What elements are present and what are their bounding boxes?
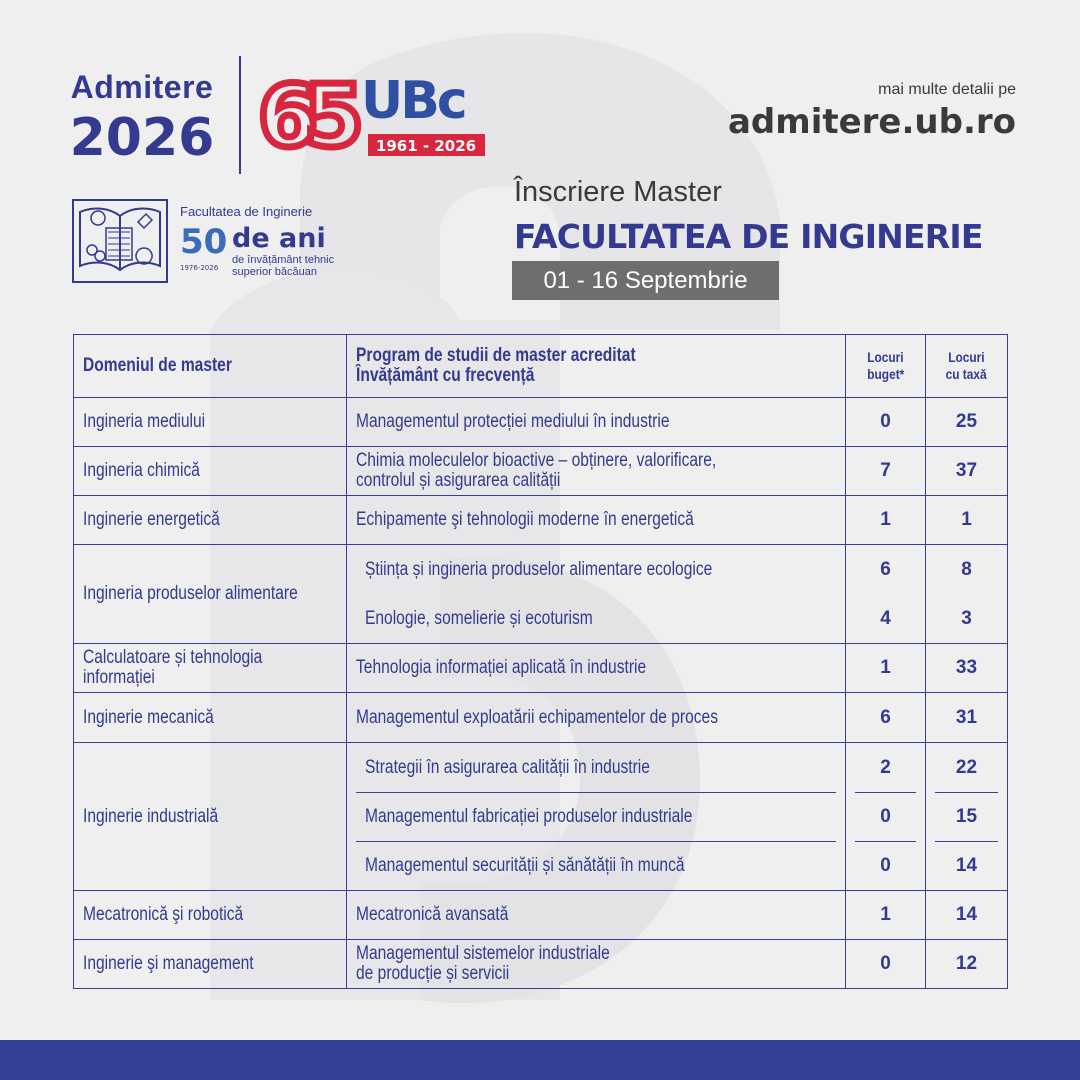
faculty-50-digits: 50 <box>180 222 228 262</box>
domain-cell <box>74 743 347 891</box>
budget-value: 0 <box>855 792 916 841</box>
header-fee-line-1: Locuri <box>948 349 985 365</box>
budget-value: 0 <box>855 841 916 890</box>
budget-cell: 1 <box>846 496 926 545</box>
table-row <box>74 644 1008 693</box>
table-row <box>74 743 1008 891</box>
fee-cell: 1 <box>926 496 1008 545</box>
admitere-label: Admitere <box>70 69 214 105</box>
faculty-sub-line-2: superior băcăuan <box>232 266 318 278</box>
header-program-line-1: Program de studii de master acreditat <box>356 345 636 366</box>
program-text-line-2: controlul și asigurarea calității <box>356 470 561 491</box>
logo-65-text: 65 <box>258 67 350 162</box>
budget-cell: 1 <box>846 644 926 693</box>
fee-value: 3 <box>961 607 972 629</box>
fee-cell: 25 <box>926 398 1008 447</box>
fee-value: 22 <box>955 756 978 778</box>
ub-65-anniversary-logo <box>258 66 490 162</box>
program-cell <box>347 398 846 447</box>
table-row <box>74 891 1008 940</box>
domain-text: Inginerie mecanică <box>83 706 214 728</box>
fee-cell: 33 <box>926 644 1008 693</box>
table-row <box>74 940 1008 989</box>
faculty-logo-name: Facultatea de Inginerie <box>180 204 313 219</box>
master-programs-table <box>73 334 1008 989</box>
budget-values <box>855 545 916 643</box>
header-fee-line-2: cu taxă <box>945 366 988 382</box>
domain-text: Inginerie industrială <box>83 805 219 827</box>
program-text: Știința și ingineria produselor alimentare ecologice <box>365 558 713 580</box>
program-text: Managementul protecției mediului în industrie <box>356 411 670 432</box>
logo-ubc-text: UBc <box>361 71 465 131</box>
table-row <box>74 398 1008 447</box>
table-row <box>74 693 1008 743</box>
domain-cell <box>74 940 347 989</box>
header-fee-seats <box>926 335 1008 398</box>
domain-cell <box>74 644 347 693</box>
header-budget-line-2: buget* <box>866 366 905 382</box>
program-text-line-1: Managementul sistemelor industriale <box>356 943 610 964</box>
program-text-line-1: Chimia moleculelor bioactive – obținere, valorificare, <box>356 450 717 471</box>
budget-cell: 1 <box>846 891 926 940</box>
budget-cell: 0 <box>846 940 926 989</box>
domain-cell <box>74 496 347 545</box>
program-cell-group <box>347 545 846 644</box>
domain-text-line-2: informației <box>83 667 155 688</box>
program-cell <box>347 693 846 743</box>
fee-value: 15 <box>935 792 998 841</box>
logo-years-text: 1961 - 2026 <box>375 137 477 155</box>
domain-cell <box>74 447 347 496</box>
website-block <box>728 80 1016 144</box>
program-text: Mecatronică avansată <box>356 904 509 925</box>
program-cell <box>347 644 846 693</box>
footer-bar <box>0 1040 1080 1080</box>
faculty-50-caption <box>232 224 334 278</box>
program-text: Managementul securității și sănătății în muncă <box>365 855 685 876</box>
program-text: Managementul fabricației produselor industriale <box>365 806 693 827</box>
more-details-label: mai multe detalii pe <box>878 81 1016 98</box>
fee-cell-group <box>926 545 1008 644</box>
fee-cell: 31 <box>926 693 1008 743</box>
faculty-emblem-logo <box>72 194 172 286</box>
program-cell <box>347 447 846 496</box>
header-divider <box>239 56 241 174</box>
fee-values <box>935 545 998 643</box>
fee-values <box>935 743 998 890</box>
header-domain <box>74 335 347 398</box>
program-subcell <box>356 841 836 890</box>
fee-value: 14 <box>935 841 998 890</box>
enrolment-dates-badge: 01 - 16 Septembrie <box>512 261 779 300</box>
faculty-sub-line-1: de învățământ tehnic <box>232 254 335 266</box>
fee-cell: 14 <box>926 891 1008 940</box>
domain-text: Inginerie şi management <box>83 953 254 974</box>
faculty-50-years-block <box>180 204 380 278</box>
faculty-50-number <box>180 222 232 272</box>
budget-value: 2 <box>880 756 891 778</box>
domain-cell <box>74 545 347 644</box>
fee-value: 8 <box>961 558 972 580</box>
program-text: Echipamente şi tehnologii moderne în energetică <box>356 509 694 530</box>
faculty-years-range: 1976-2026 <box>180 264 219 272</box>
header-program <box>347 335 846 398</box>
budget-value: 4 <box>880 607 891 629</box>
budget-cell-group <box>846 743 926 891</box>
domain-text: Ingineria chimică <box>83 460 200 481</box>
table-header-row <box>74 335 1008 398</box>
program-text-line-2: de producție și servicii <box>356 963 510 984</box>
table-row <box>74 447 1008 496</box>
domain-text: Mecatronică şi robotică <box>83 904 244 925</box>
domain-text: Inginerie energetică <box>83 509 220 530</box>
program-cell <box>347 891 846 940</box>
domain-cell <box>74 891 347 940</box>
header-budget-seats <box>846 335 926 398</box>
header-budget-line-1: Locuri <box>867 349 904 365</box>
program-cell <box>347 940 846 989</box>
fee-cell-group <box>926 743 1008 891</box>
website-link[interactable]: admitere.ub.ro <box>727 102 1016 142</box>
admitere-year: 2026 <box>69 108 215 168</box>
domain-cell <box>74 398 347 447</box>
fee-cell: 12 <box>926 940 1008 989</box>
budget-cell: 7 <box>846 447 926 496</box>
faculty-title: FACULTATEA DE INGINERIE <box>514 217 983 256</box>
header-program-line-2: Învățământ cu frecvență <box>356 365 535 386</box>
budget-cell: 6 <box>846 693 926 743</box>
budget-values <box>855 743 916 890</box>
header-domain-text: Domeniul de master <box>83 355 232 376</box>
program-text: Strategii în asigurarea calității în industrie <box>365 756 650 778</box>
faculty-50-row <box>180 224 380 278</box>
table-row <box>74 496 1008 545</box>
enrolment-subtitle: Înscriere Master <box>514 176 722 208</box>
budget-value: 6 <box>880 558 891 580</box>
program-subcell <box>356 743 836 792</box>
budget-cell-group <box>846 545 926 644</box>
domain-text-line-1: Calculatoare și tehnologia <box>83 647 263 668</box>
domain-cell <box>74 693 347 743</box>
program-subcell <box>356 792 836 841</box>
faculty-de-ani: de ani <box>232 223 326 254</box>
program-subcell <box>356 594 836 643</box>
budget-cell: 0 <box>846 398 926 447</box>
program-text: Managementul exploatării echipamentelor de proces <box>356 706 719 728</box>
admitere-block <box>62 68 222 168</box>
table-row <box>74 545 1008 644</box>
program-text: Enologie, somelierie și ecoturism <box>365 607 593 629</box>
program-subcell <box>356 545 836 594</box>
program-cell-group <box>347 743 846 891</box>
program-text: Tehnologia informației aplicată în industrie <box>356 657 647 678</box>
domain-text: Ingineria mediului <box>83 411 206 432</box>
fee-cell: 37 <box>926 447 1008 496</box>
program-cell <box>347 496 846 545</box>
domain-text: Ingineria produselor alimentare <box>83 583 298 604</box>
